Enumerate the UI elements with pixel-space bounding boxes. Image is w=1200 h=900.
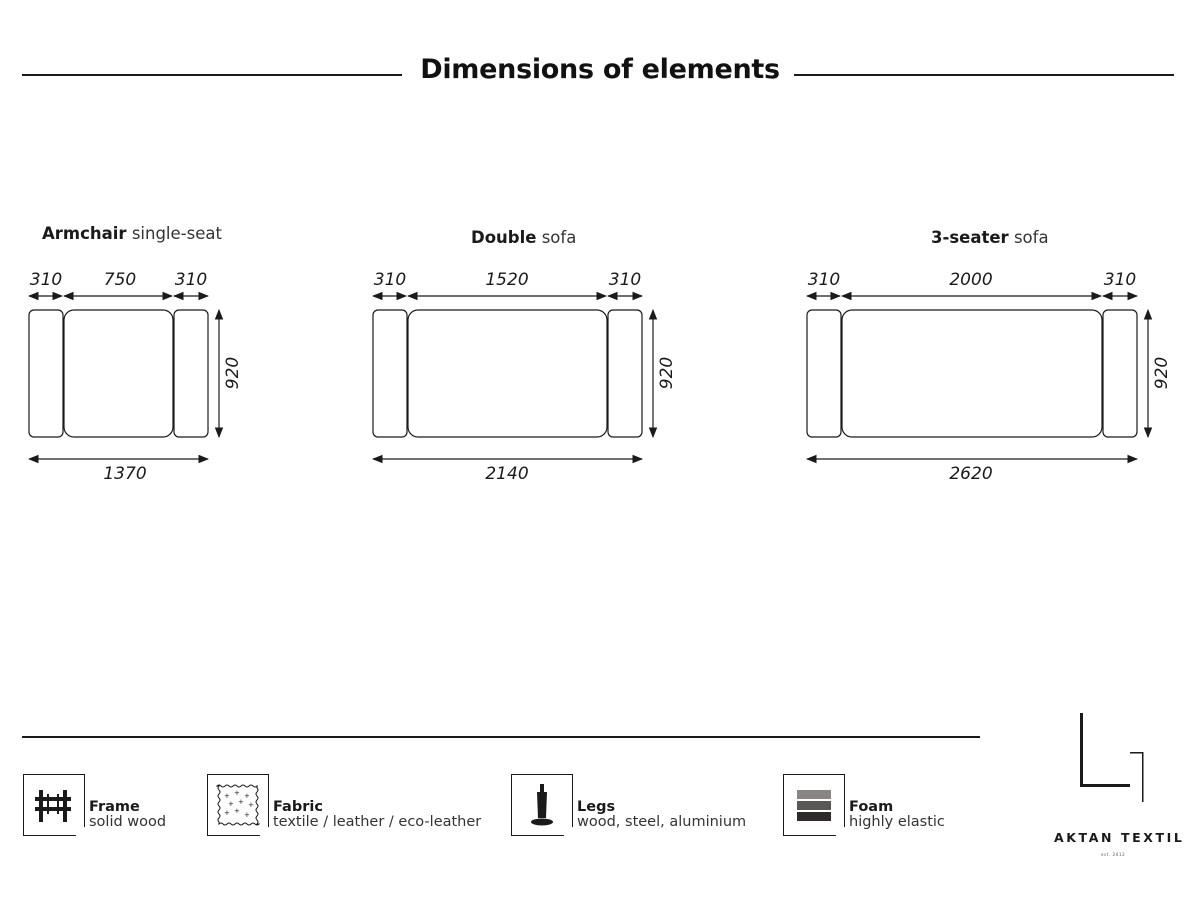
legs-icon [511,774,573,836]
depth-label: 920 [1152,356,1172,390]
svg-text:+: + [227,799,234,808]
right-arm-width-label: 310 [608,270,642,290]
spec-desc: wood, steel, aluminium [577,814,747,830]
right-arm-width-label: 310 [174,270,208,290]
left-arm-width-label: 310 [807,270,841,290]
svg-text:+: + [243,810,250,819]
sofa-name-bold: 3-seater [931,228,1009,247]
sofa-name-light: sofa [1013,228,1049,247]
three-seater-diagram [807,296,1148,459]
frame-icon [23,774,85,836]
seat [408,310,607,437]
spec-desc: textile / leather / eco-leather [273,814,482,830]
double-sofa-diagram [373,296,653,459]
spec-title: Fabric [273,799,323,815]
svg-text:+: + [233,788,240,797]
svg-text:+: + [223,791,230,800]
left-arm-width-label: 310 [373,270,407,290]
seat-width-label: 1520 [485,270,529,290]
right-arm [174,310,208,437]
svg-text:+: + [233,806,240,815]
brand-logo-icon [1074,710,1144,810]
spec-title: Frame [89,799,140,815]
svg-text:+: + [243,791,250,800]
spec-desc: highly elastic [849,814,945,830]
svg-text:+: + [237,797,244,806]
depth-label: 920 [223,356,243,390]
right-arm-width-label: 310 [1103,270,1137,290]
right-arm [1103,310,1137,437]
sofa-name-light: single-seat [131,224,222,243]
svg-text:+: + [247,800,254,809]
spec-title: Foam [849,799,894,815]
spec-desc: solid wood [89,814,167,830]
sofa-name-light: sofa [541,228,577,247]
armchair-diagram [29,296,219,459]
left-arm [29,310,63,437]
brand-tagline: est. 2012 [1101,852,1126,857]
seat [842,310,1102,437]
left-arm [373,310,407,437]
brand-name: AKTAN TEXTIL [1054,830,1185,845]
bottom-rule [22,736,980,738]
sofa-name-bold: Armchair [42,224,127,243]
spec-title: Legs [577,799,616,815]
total-width-label: 2140 [485,464,529,484]
svg-text:+: + [223,808,230,817]
seat-width-label: 750 [103,270,137,290]
total-width-label: 1370 [103,464,147,484]
left-arm [807,310,841,437]
sofa-name-bold: Double [471,228,537,247]
depth-label: 920 [657,356,677,390]
right-arm [608,310,642,437]
left-arm-width-label: 310 [29,270,63,290]
seat [64,310,173,437]
total-width-label: 2620 [949,464,993,484]
page-title: Dimensions of elements [420,54,780,85]
fabric-icon [207,774,269,836]
seat-width-label: 2000 [949,270,993,290]
foam-icon [783,774,845,836]
